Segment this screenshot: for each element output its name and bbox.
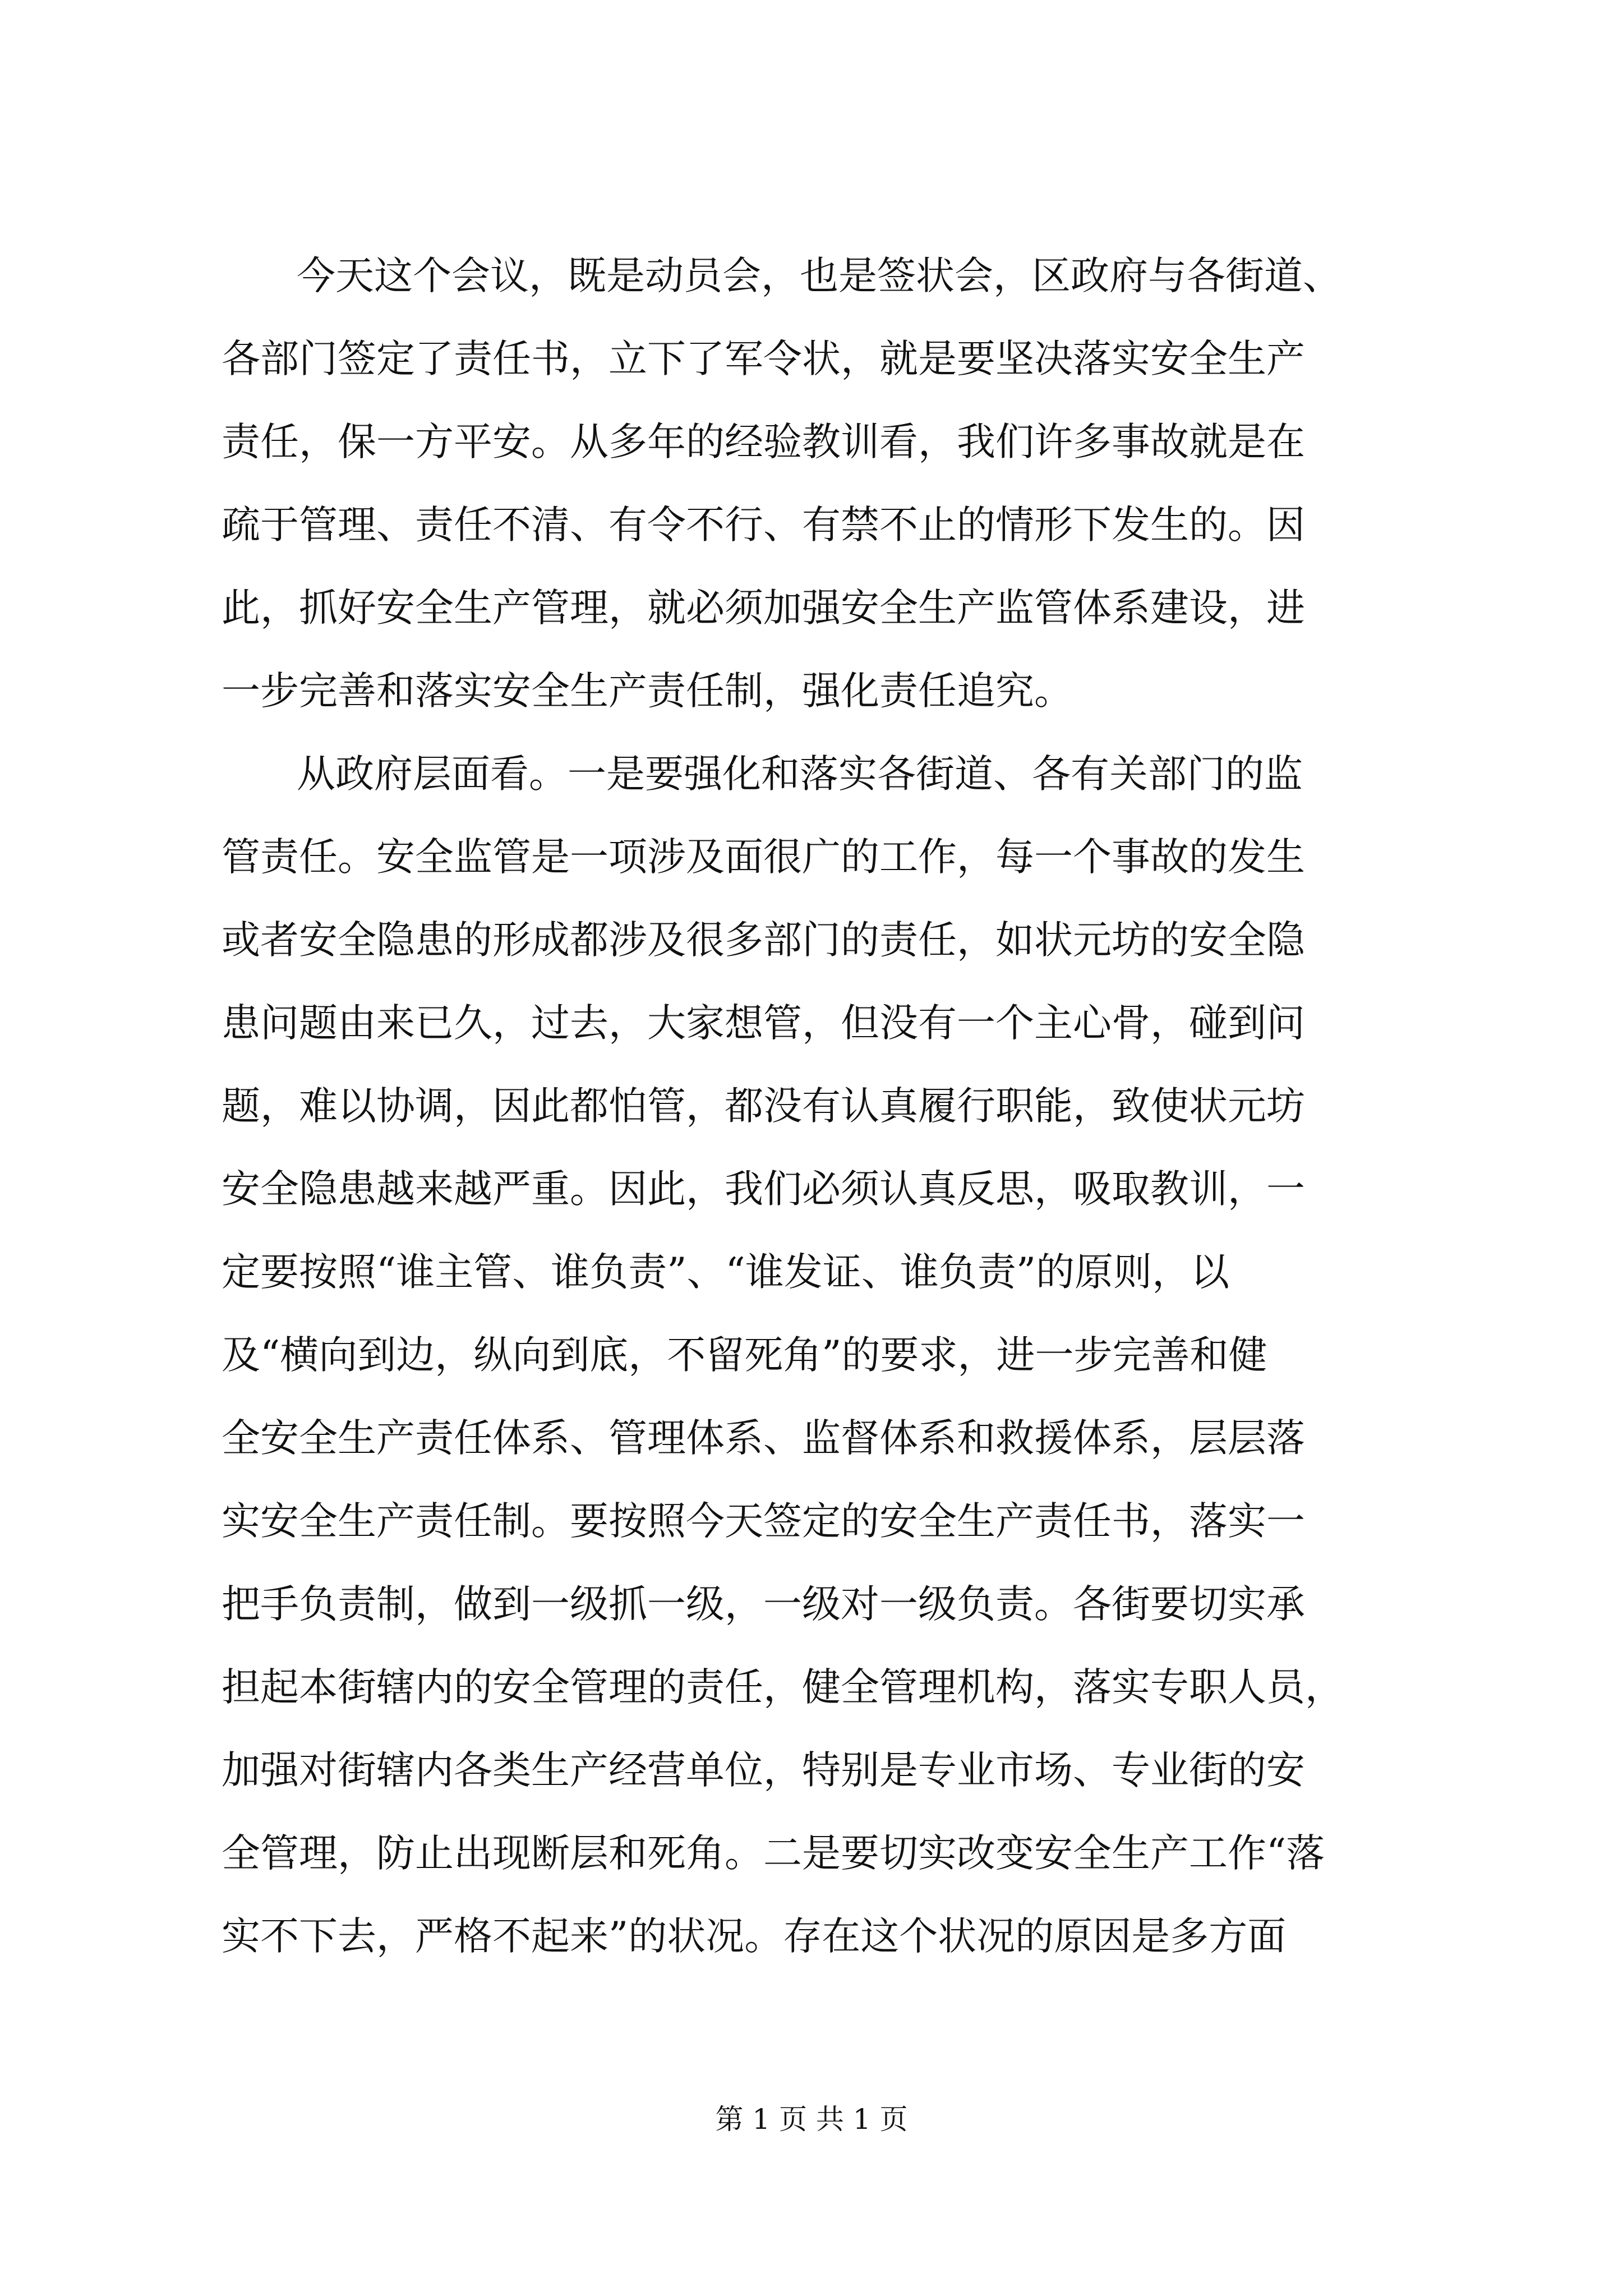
- paragraph-line: 一步完善和落实安全生产责任制，强化责任追究。: [222, 669, 1073, 714]
- paragraph-line: 各部门签定了责任书，立下了军令状，就是要坚决落实安全生产: [222, 337, 1305, 381]
- paragraph-line: 全管理，防止出现断层和死角。二是要切实改变安全生产工作“落: [222, 1831, 1325, 1876]
- paragraph-line: 患问题由来已久，过去，大家想管，但没有一个主心骨，碰到问: [222, 1001, 1305, 1046]
- paragraph-line: 从政府层面看。一是要强化和落实各街道、各有关部门的监: [297, 752, 1303, 797]
- paragraph-line: 实安全生产责任制。要按照今天签定的安全生产责任书，落实一: [222, 1499, 1305, 1544]
- paragraph-line: 此，抓好安全生产管理，就必须加强安全生产监管体系建设，进: [222, 586, 1305, 631]
- paragraph-line: 及“横向到边，纵向到底，不留死角”的要求，进一步完善和健: [222, 1333, 1267, 1378]
- paragraph-line: 实不下去，严格不起来”的状况。存在这个状况的原因是多方面: [222, 1914, 1287, 1959]
- page-footer: 第 1 页 共 1 页: [715, 2103, 908, 2136]
- paragraph-line: 责任，保一方平安。从多年的经验教训看，我们许多事故就是在: [222, 420, 1305, 464]
- paragraph-line: 定要按照“谁主管、谁负责”、“谁发证、谁负责”的原则，以: [222, 1250, 1230, 1295]
- paragraph-line: 或者安全隐患的形成都涉及很多部门的责任，如状元坊的安全隐: [222, 918, 1305, 963]
- paragraph-line: 安全隐患越来越严重。因此，我们必须认真反思，吸取教训，一: [222, 1167, 1305, 1212]
- paragraph-line: 题，难以协调，因此都怕管，都没有认真履行职能，致使状元坊: [222, 1084, 1305, 1129]
- paragraph-line: 把手负责制，做到一级抓一级，一级对一级负责。各街要切实承: [222, 1582, 1305, 1627]
- paragraph-line: 管责任。安全监管是一项涉及面很广的工作，每一个事故的发生: [222, 835, 1305, 880]
- paragraph-line: 疏于管理、责任不清、有令不行、有禁不止的情形下发生的。因: [222, 503, 1305, 547]
- paragraph-line: 加强对街辖内各类生产经营单位，特别是专业市场、专业街的安: [222, 1748, 1305, 1793]
- paragraph-line: 今天这个会议，既是动员会，也是签状会，区政府与各街道、: [297, 254, 1341, 298]
- paragraph-line: 担起本街辖内的安全管理的责任，健全管理机构，落实专职人员，: [222, 1665, 1344, 1710]
- paragraph-line: 全安全生产责任体系、管理体系、监督体系和救援体系，层层落: [222, 1416, 1305, 1461]
